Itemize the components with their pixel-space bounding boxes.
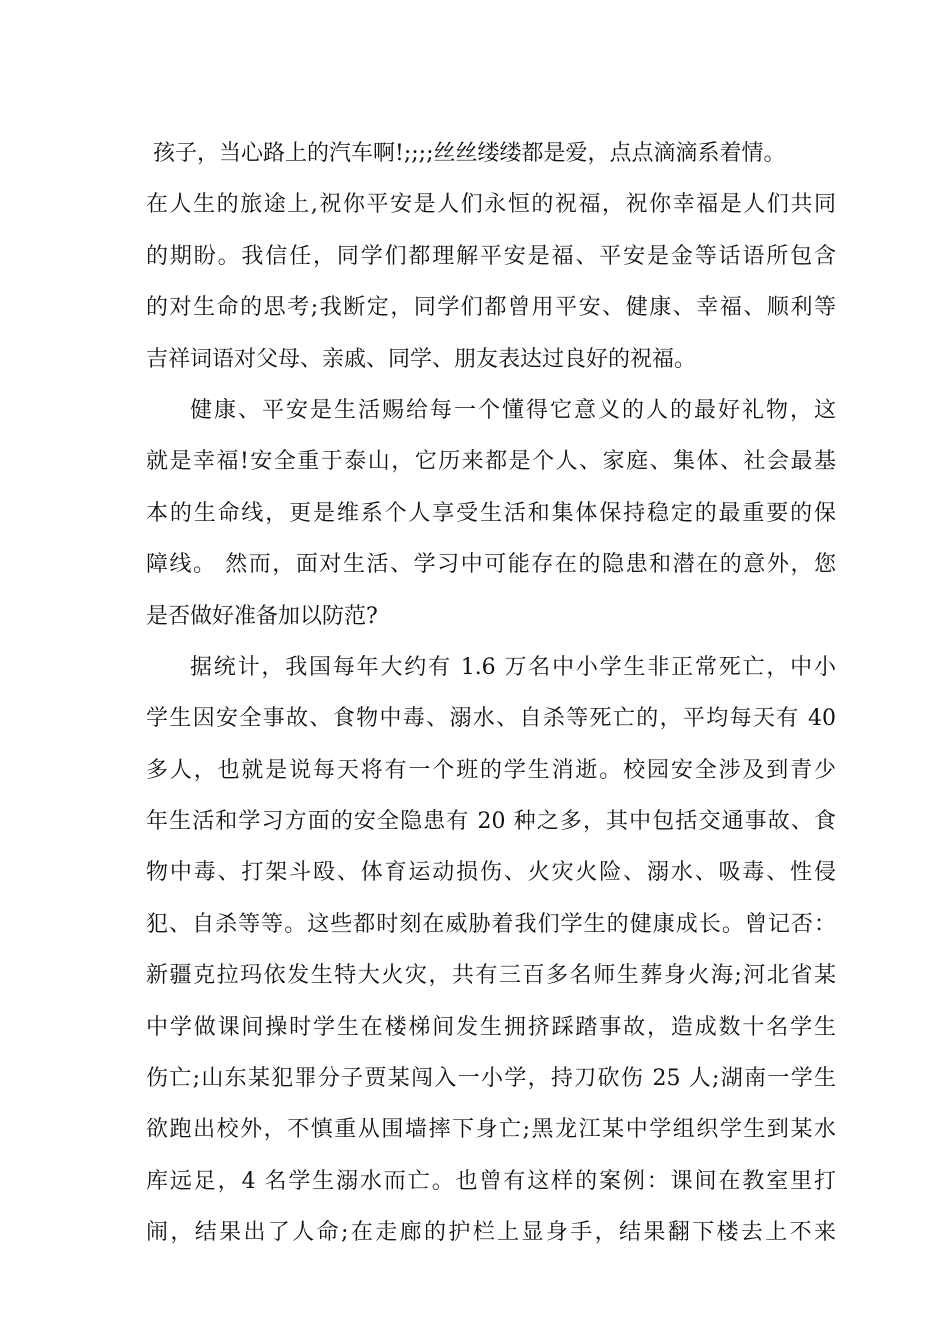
text-line: 本的生命线，更是维系个人享受生活和集体保持稳定的最重要的保: [146, 500, 836, 526]
text-line: 健康、平安是生活赐给每一个懂得它意义的人的最好礼物，这: [190, 397, 836, 423]
text-line: 新疆克拉玛依发生特大火灾，共有三百多名师生葬身火海;河北省某: [146, 963, 836, 989]
document-body: [146, 128, 836, 1259]
text-line: 的对生命的思考;我断定，同学们都曾用平安、健康、幸福、顺利等: [146, 295, 836, 321]
text-line: 欲跑出校外，不慎重从围墙摔下身亡;黑龙江某中学组织学生到某水: [146, 1117, 836, 1143]
text-line: 是否做好准备加以防范?: [146, 603, 378, 629]
text-line: 闹，结果出了人命;在走廊的护栏上显身手，结果翻下楼去上不来: [146, 1220, 836, 1246]
text-line: 犯、自杀等等。这些都时刻在威胁着我们学生的健康成长。曾记否：: [146, 911, 836, 937]
text-line: 物中毒、打架斗殴、体育运动损伤、火灾火险、溺水、吸毒、性侵: [146, 860, 836, 886]
text-line: 孩子，当心路上的汽车啊!;;;;丝丝缕缕都是爱，点点滴滴系着情。: [146, 141, 786, 166]
text-line: 库远足，4 名学生溺水而亡。也曾有这样的案例：课间在教室里打: [146, 1168, 836, 1194]
text-line: 吉祥词语对父母、亲戚、同学、朋友表达过良好的祝福。: [146, 346, 697, 372]
text-line: 伤亡;山东某犯罪分子贾某闯入一小学，持刀砍伤 25 人;湖南一学生: [146, 1066, 836, 1092]
text-line: 中学做课间操时学生在楼梯间发生拥挤踩踏事故，造成数十名学生: [146, 1014, 836, 1040]
text-line: 障线。 然而，面对生活、学习中可能存在的隐患和潜在的意外，您: [146, 552, 836, 578]
text-line: 据统计，我国每年大约有 1.6 万名中小学生非正常死亡，中小: [190, 654, 836, 680]
text-line: 年生活和学习方面的安全隐患有 20 种之多，其中包括交通事故、食: [146, 809, 836, 835]
text-line: 的期盼。我信任，同学们都理解平安是福、平安是金等话语所包含: [146, 243, 836, 269]
text-line: 学生因安全事故、食物中毒、溺水、自杀等死亡的，平均每天有 40: [146, 706, 836, 732]
text-line: 就是幸福!安全重于泰山，它历来都是个人、家庭、集体、社会最基: [146, 449, 836, 475]
text-line: 多人，也就是说每天将有一个班的学生消逝。校园安全涉及到青少: [146, 757, 836, 783]
text-line: 在人生的旅途上,祝你平安是人们永恒的祝福，祝你幸福是人们共同: [146, 192, 836, 218]
